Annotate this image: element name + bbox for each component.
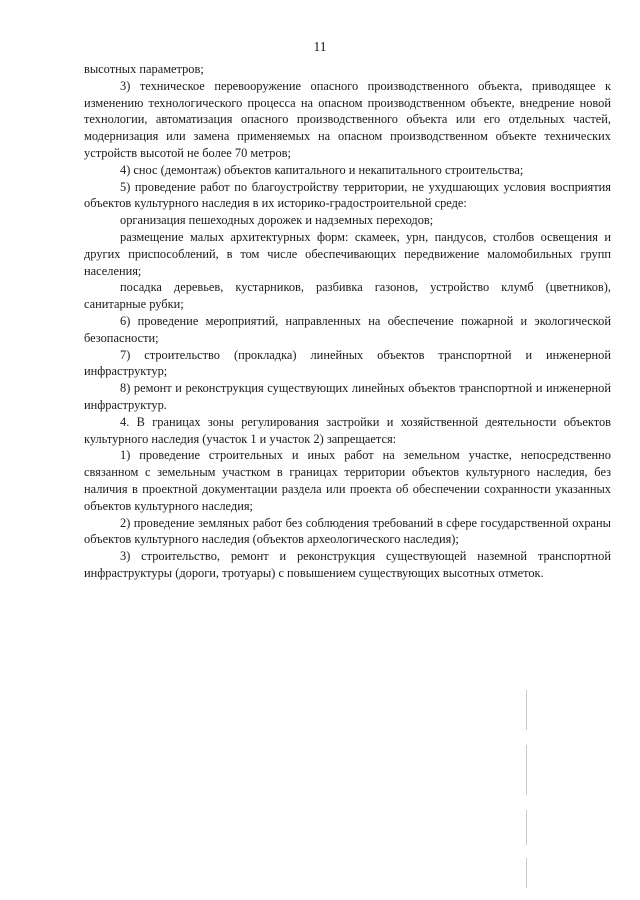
paragraph: 3) техническое перевооружение опасного производственного объекта, приводящее к изменению технологического процесса на опасном производственном объекте, внедрение новой технологии, автоматизация опасного производственного объекта или его отдельных частей, модернизация или замена применяемых на опасном производственном объекте технических устройств высотой не более 70 метров;	[84, 78, 611, 160]
paragraph: высотных параметров;	[84, 62, 204, 76]
paragraph: организация пешеходных дорожек и надземных переходов;	[120, 213, 434, 228]
scan-artifact	[526, 690, 527, 730]
paragraph: 3) строительство, ремонт и реконструкция существующей наземной транспортной инфраструктуры (дороги, тротуары) с повышением существующих высотных отметок.	[84, 549, 611, 580]
scan-artifact	[526, 810, 527, 845]
paragraph: 4) снос (демонтаж) объектов капитального и некапитального строительства;	[120, 162, 524, 177]
paragraph: 2) проведение земляных работ без соблюдения требований в сфере государственной охраны объектов культурного наследия (объектов археологического наследия);	[84, 515, 611, 547]
paragraph: 8) ремонт и реконструкция существующих линейных объектов транспортной и инженерной инфраструктур.	[84, 381, 611, 412]
paragraph: 5) проведение работ по благоустройству территории, не ухудшающих условия восприятия объектов культурного наследия в их историко-градостроительной среде:	[84, 179, 611, 211]
paragraph: посадка деревьев, кустарников, разбивка газонов, устройство клумб (цветников), санитарные рубки;	[84, 280, 611, 312]
paragraph: 4. В границах зоны регулирования застройки и хозяйственной деятельности объектов культурного наследия (участок 1 и участок 2) запрещается:	[84, 414, 611, 446]
document-body	[84, 61, 611, 582]
paragraph: размещение малых архитектурных форм: скамеек, урн, пандусов, столбов освещения и других приспособлений, в том числе обеспечивающих передвижение маломобильных групп населения;	[84, 229, 611, 278]
paragraph: 1) проведение строительных и иных работ на земельном участке, непосредственно связанном с земельным участком в границах территории объектов культурного наследия, без наличия в проектной документации раздела или проекта об обеспечении сохранности указанных объектов культурного наследия;	[84, 448, 611, 513]
paragraph: 7) строительство (прокладка) линейных объектов транспортной и инженерной инфраструктур;	[84, 347, 611, 379]
scan-artifact	[526, 745, 527, 795]
page-number: 11	[313, 39, 327, 54]
scan-artifact	[526, 858, 527, 888]
paragraph: 6) проведение мероприятий, направленных на обеспечение пожарной и экологической безопасности;	[84, 313, 611, 345]
